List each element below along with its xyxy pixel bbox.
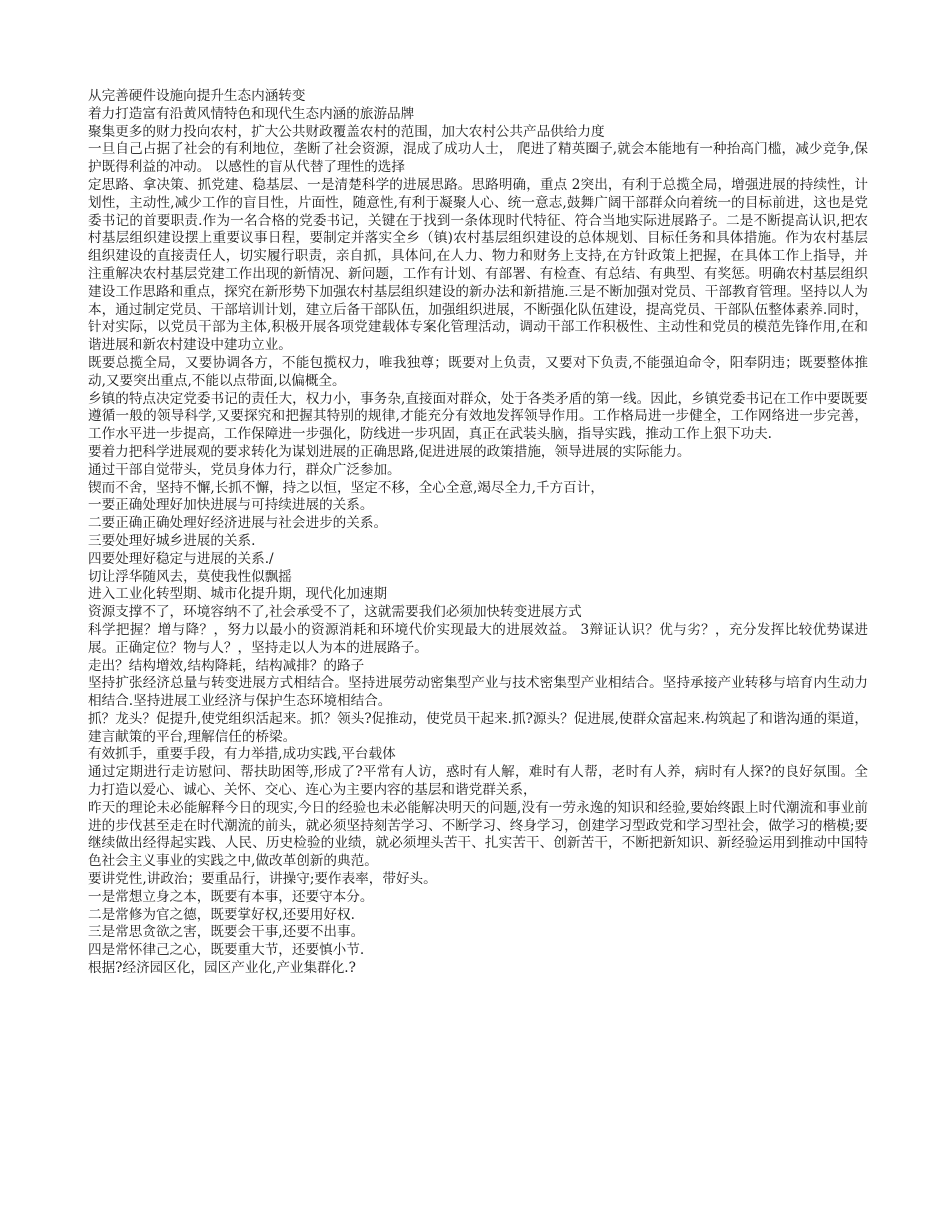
paragraph: 着力打造富有沿黄风情特色和现代生态内涵的旅游品牌 [88, 105, 415, 122]
paragraph: 昨天的理论未必能解释今日的现实,今日的经验也未必能解决明天的问题,没有一劳永逸的知识和经验,要始终跟上时代潮流和事业前进的步伐甚至走在时代潮流的前头，就必须坚持刻苦学习、不断学习、终身学习，创建学习型政党和学习型社会，做学习的楷模;要继续做出经得起实践、人民、历史检验的业绩，就必须埋头苦干、扎实苦干、创新苦干，不断把新知识、新经验运用到推动中国特色社会主义事业的实践之中,做改革创新的典范。 [88, 799, 868, 870]
paragraph: 通过干部自觉带头，党员身体力行，群众广泛参加。 [88, 461, 401, 478]
paragraph: 一是常想立身之本，既要有本事，还要守本分。 [88, 888, 374, 905]
paragraph: 三是常思贪欲之害，既要会干事,还要不出事。 [88, 924, 365, 941]
paragraph: 资源支撑不了，环境容纳不了,社会承受不了，这就需要我们必须加快转变进展方式 [88, 604, 582, 621]
paragraph: 锲而不舍，坚持不懈,长抓不懈，持之以恒，坚定不移，全心全意,竭尽全力,千方百计， [88, 479, 604, 496]
paragraph: 四要处理好稳定与进展的关系./ [88, 550, 274, 567]
paragraph: 抓？龙头？促提升,使党组织活起来。抓？领头?促推动，使党员干起来.抓?源头？促进展,使群众富起来.构筑起了和谐沟通的渠道，建言献策的平台,理解信任的桥梁。 [88, 710, 868, 745]
paragraph: 要着力把科学进展观的要求转化为谋划进展的正确思路,促进进展的政策措施，领导进展的实际能力。 [88, 443, 691, 460]
paragraph: 切让浮华随风去，莫使我性似飘摇 [88, 568, 292, 585]
paragraph: 一要正确处理好加快进展与可持续进展的关系。 [88, 497, 374, 514]
paragraph: 要讲党性,讲政治；要重品行，讲操守;要作表率，带好头。 [88, 871, 437, 888]
paragraph: 乡镇的特点决定党委书记的责任大，权力小，事务杂,直接面对群众，处于各类矛盾的第一线。因此，乡镇党委书记在工作中要既要遵循一般的领导科学,又要探究和把握其特别的规律,才能充分有效地发挥领导作用。工作格局进一步健全，工作网络进一步完善，工作水平进一步提高，工作保障进一步强化，防线进一步巩固，真正在武装头脑，指导实践，推动工作上狠下功夫. [88, 390, 868, 443]
paragraph: 三要处理好城乡进展的关系. [88, 532, 256, 549]
paragraph: 二是常修为官之德，既要掌好权,还要用好权. [88, 906, 355, 923]
document-body [88, 88, 868, 978]
paragraph: 二要正确正确处理好经济进展与社会进步的关系。 [88, 515, 388, 532]
paragraph: 坚持扩张经济总量与转变进展方式相结合。坚持进展劳动密集型产业与技术密集型产业相结合。坚持承接产业转移与培育内生动力相结合.坚持进展工业经济与保护生态环境相结合。 [88, 675, 868, 710]
paragraph: 根据?经济园区化，园区产业化,产业集群化.? [88, 960, 356, 977]
paragraph: 进入工业化转型期、城市化提升期，现代化加速期 [88, 586, 388, 603]
paragraph: 既要总揽全局，又要协调各方，不能包揽权力，唯我独尊；既要对上负责，又要对下负责,不能强迫命令，阳奉阴违；既要整体推动,又要突出重点,不能以点带面,以偏概全。 [88, 354, 868, 389]
paragraph: 走出？结构增效,结构降耗，结构减排？的路子 [88, 657, 365, 674]
paragraph: 通过定期进行走访慰问、帮扶助困等,形成了?平常有人访，惑时有人解，难时有人帮，老时有人养，病时有人探?的良好氛围。全力打造以爱心、诚心、关怀、交心、连心为主要内容的基层和谐党群关系， [88, 764, 868, 799]
paragraph: 四是常怀律己之心，既要重大节，还要慎小节. [88, 942, 365, 959]
paragraph: 科学把握？增与降？，努力以最小的资源消耗和环境代价实现最大的进展效益。 3辩证认识？优与劣？，充分发挥比较优势谋进展。正确定位？物与人？，坚持走以人为本的进展路子。 [88, 621, 868, 656]
paragraph: 从完善硬件设施向提升生态内涵转变 [88, 88, 306, 104]
paragraph: 聚集更多的财力投向农村，扩大公共财政覆盖农村的范围，加大农村公共产品供给力度 [88, 123, 605, 140]
paragraph: 有效抓手，重要手段，有力举措,成功实践,平台载体 [88, 746, 396, 763]
paragraph: 定思路、拿决策、抓党建、稳基层、一是清楚科学的进展思路。思路明确，重点 2突出，有利于总揽全局，增强进展的持续性，计划性，主动性,减少工作的盲目性，片面性，随意性,有利于凝聚人心、统一意志,鼓舞广阔干部群众向着统一的目标前进，这也是党委书记的首要职责.作为一名合格的党委书记，关键在于找到一条体现时代特征、符合当地实际进展路子。二是不断提高认识,把农村基层组织建设摆上重要议事日程，要制定并落实全乡（镇)农村基层组织建设的总体规划、目标任务和具体措施。作为农村基层组织建设的直接责任人，切实履行职责，亲自抓，具体问,在人力、物力和财务上支持,在方针政策上把握，在具体工作上指导，并注重解决农村基层党建工作出现的新情况、新问题，工作有计划、有部署、有检查、有总结、有典型、有奖惩。明确农村基层组织建设工作思路和重点，探究在新形势下加强农村基层组织建设的新办法和新措施.三是不断加强对党员、干部教育管理。坚持以人为本，通过制定党员、干部培训计划，建立后备干部队伍，加强组织进展，不断强化队伍建设，提高党员、干部队伍整体素养.同时，针对实际，以党员干部为主体,积极开展各项党建载体专案化管理活动，调动干部工作积极性、主动性和党员的模范先锋作用,在和谐进展和新农村建设中建功立业。 [88, 176, 868, 354]
paragraph: 一旦自己占据了社会的有利地位，垄断了社会资源，混成了成功人士， 爬进了精英圈子,就会本能地有一种抬高门槛，减少竞争,保护既得利益的冲动。 以感性的盲从代替了理性的选择 [88, 141, 868, 176]
